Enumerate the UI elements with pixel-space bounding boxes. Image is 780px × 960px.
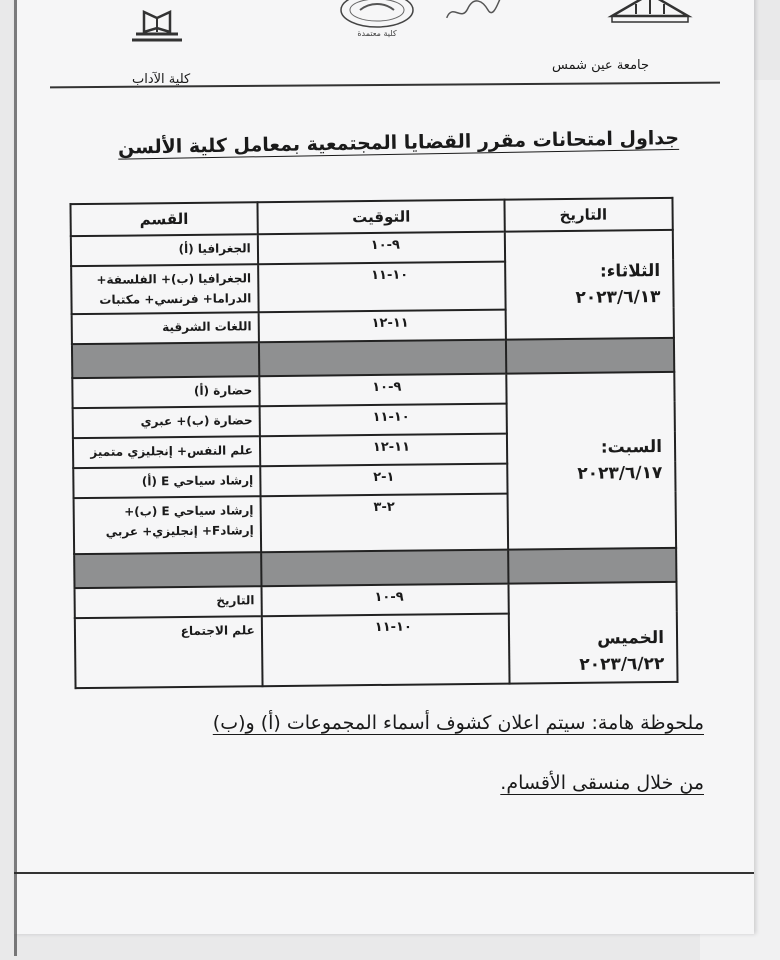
column-header-time: التوقيت — [257, 200, 505, 235]
time-cell: ٩-١٠ — [259, 374, 507, 407]
university-name: جامعة عين شمس — [552, 58, 650, 73]
time-cell: ٢-٣ — [260, 494, 508, 553]
time-cell: ٩-١٠ — [258, 232, 506, 265]
seal-caption: كلية معتمدة — [357, 29, 397, 38]
day-name: الثلاثاء: — [599, 260, 661, 282]
faculty-logo — [122, 2, 192, 46]
column-header-date: التاريخ — [505, 198, 673, 232]
day-name: السبت: — [600, 436, 663, 458]
time-cell: ١١-١٢ — [258, 310, 506, 343]
important-note: ملحوظة هامة: سيتم اعلان كشوف أسماء المجموعات (أ) و(ب) — [212, 712, 704, 734]
day-date: ٢٠٢٣/٦/٢٢ — [579, 653, 665, 675]
university-logo — [606, 0, 694, 24]
time-cell: ١٠-١١ — [259, 404, 507, 437]
table-row — [72, 372, 674, 408]
signature — [442, 0, 506, 30]
footer-divider — [14, 872, 754, 874]
exam-schedule-table — [69, 197, 678, 689]
day-date: ٢٠٢٣/٦/١٣ — [575, 286, 661, 308]
day-name: الخميس — [597, 627, 665, 649]
time-cell: ١٠-١١ — [258, 262, 506, 313]
dept-cell: حضارة (أ) — [72, 376, 259, 408]
date-cell — [507, 372, 676, 550]
dept-cell: علم النفس+ إنجليزي متميز — [73, 436, 260, 468]
time-cell: ١١-١٢ — [260, 434, 508, 467]
dept-cell: إرشاد سياحي E (ب)+ إرشادF+ إنجليزي+ عربي — [74, 496, 261, 554]
table-row — [75, 582, 677, 618]
time-cell: ٩-١٠ — [261, 584, 509, 617]
page-title: جداول امتحانات مقرر القضايا المجتمعية بمعامل كلية الألسن — [117, 126, 680, 159]
date-cell — [505, 230, 674, 340]
dept-cell: حضارة (ب)+ عبري — [73, 406, 260, 438]
dept-cell: علم الاجتماع — [75, 616, 263, 688]
page-edge — [14, 0, 17, 956]
accreditation-seal — [336, 0, 418, 40]
table-row — [71, 230, 673, 266]
dept-cell: الجغرافيا (أ) — [71, 234, 258, 266]
time-cell: ١-٢ — [260, 464, 508, 497]
faculty-name: كلية الآداب — [132, 72, 191, 87]
time-cell: ١٠-١١ — [262, 614, 510, 687]
date-cell — [509, 582, 678, 684]
important-note-continued: من خلال منسقى الأقسام. — [500, 772, 704, 794]
column-header-dept: القسم — [70, 202, 257, 236]
dept-cell: الجغرافيا (ب)+ الفلسفة+ الدراما+ فرنسي+ مكتبات — [71, 264, 258, 314]
dept-cell: اللغات الشرقية — [72, 312, 259, 344]
document-page — [14, 0, 754, 934]
day-date: ٢٠٢٣/٦/١٧ — [577, 462, 663, 484]
dept-cell: التاريخ — [75, 586, 262, 618]
dept-cell: إرشاد سياحي E (أ) — [73, 466, 260, 498]
